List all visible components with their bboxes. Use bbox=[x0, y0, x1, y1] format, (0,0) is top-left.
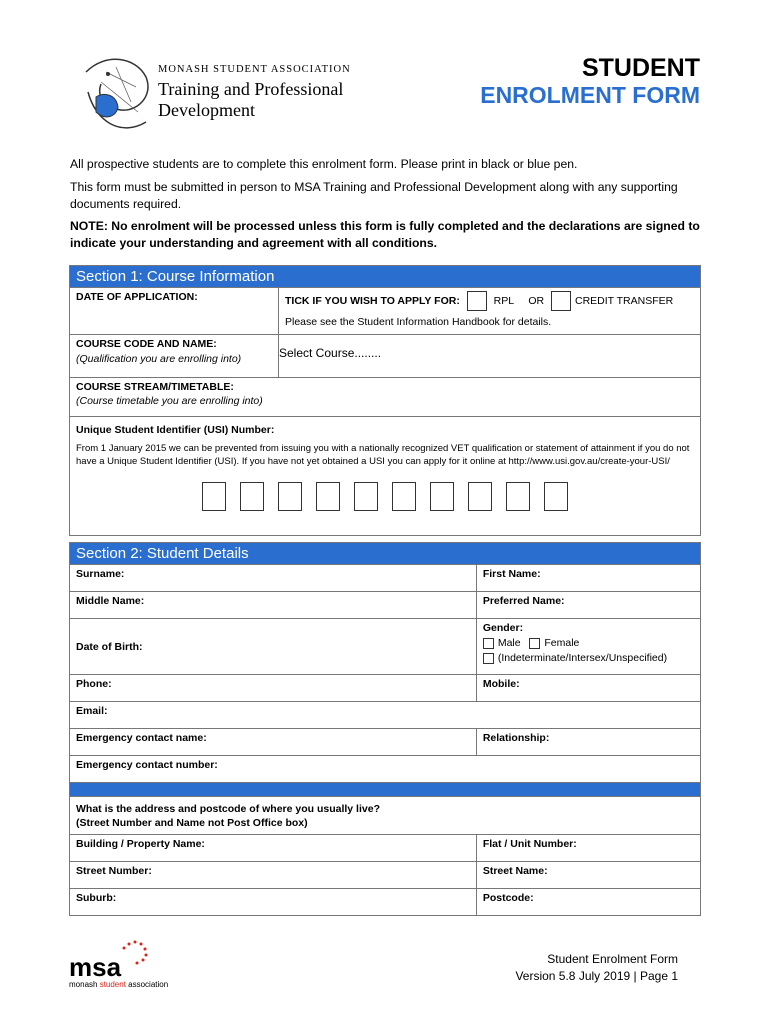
usi-digit-box[interactable] bbox=[354, 482, 378, 511]
indeterminate-label: (Indeterminate/Intersex/Unspecified) bbox=[497, 652, 668, 664]
credit-transfer-checkbox[interactable] bbox=[551, 291, 571, 311]
msa-footer-logo bbox=[69, 946, 168, 989]
usi-digit-box[interactable] bbox=[240, 482, 264, 511]
footer-form-name: Student Enrolment Form bbox=[547, 952, 678, 966]
usi-digit-box[interactable] bbox=[506, 482, 530, 511]
female-checkbox[interactable] bbox=[529, 638, 540, 649]
surname-field[interactable] bbox=[70, 565, 477, 592]
emergency-number-label: Emergency contact number: bbox=[76, 759, 218, 771]
section-2-header: Section 2: Student Details bbox=[70, 543, 701, 565]
footer-version: Version 5.8 July 2019 | Page 1 bbox=[515, 969, 678, 983]
phone-label: Phone: bbox=[76, 678, 112, 690]
first-name-field[interactable] bbox=[476, 565, 700, 592]
section-1-header: Section 1: Course Information bbox=[70, 266, 701, 288]
dob-field[interactable] bbox=[70, 619, 477, 675]
course-select-dropdown[interactable]: Select Course........ bbox=[279, 346, 382, 360]
postcode-field[interactable] bbox=[476, 889, 700, 916]
logo-association: association bbox=[125, 980, 169, 989]
intro-note: NOTE: No enrolment will be processed unless this form is fully completed and the declarations are signed to indicate your understanding and agreement with all conditions. bbox=[70, 219, 700, 250]
mobile-field[interactable] bbox=[476, 675, 700, 702]
or-label: OR bbox=[528, 294, 545, 307]
gender-label: Gender: bbox=[482, 622, 524, 634]
middle-name-field[interactable] bbox=[70, 592, 477, 619]
street-number-field[interactable] bbox=[70, 862, 477, 889]
flat-field[interactable] bbox=[476, 835, 700, 862]
first-name-label: First Name: bbox=[482, 568, 541, 580]
suburb-label: Suburb: bbox=[76, 892, 117, 904]
usi-text: From 1 January 2015 we can be prevented from issuing you with a nationally recognized VET qualification or statement of attainment if you do not have a Unique Student Identifier (USI). If you have not yet obtained a USI you can apply for it online at http://www.usi.gov.au/create-your-USI/ bbox=[76, 443, 690, 467]
course-code-sublabel: (Qualification you are enrolling into) bbox=[76, 353, 242, 365]
form-title-line-2: ENROLMENT FORM bbox=[480, 82, 700, 108]
preferred-name-label: Preferred Name: bbox=[482, 595, 565, 607]
course-stream-cell[interactable] bbox=[70, 378, 701, 417]
tick-label: TICK IF YOU WISH TO APPLY FOR: bbox=[285, 294, 460, 307]
org-line-1: Training and Professional bbox=[158, 79, 344, 99]
handbook-note: Please see the Student Information Handbook for details. bbox=[285, 316, 552, 328]
org-line-2: Development bbox=[158, 100, 255, 120]
relationship-field[interactable] bbox=[476, 729, 700, 756]
preferred-name-field[interactable] bbox=[476, 592, 700, 619]
relationship-label: Relationship: bbox=[482, 732, 550, 744]
form-title-line-1: STUDENT bbox=[581, 54, 700, 82]
phone-field[interactable] bbox=[70, 675, 477, 702]
indeterminate-checkbox[interactable] bbox=[483, 653, 494, 664]
building-label: Building / Property Name: bbox=[76, 838, 205, 850]
date-of-application-label: DATE OF APPLICATION: bbox=[76, 291, 198, 303]
flat-label: Flat / Unit Number: bbox=[482, 838, 577, 850]
date-of-application-cell[interactable] bbox=[70, 288, 279, 335]
section-divider bbox=[70, 783, 701, 797]
male-checkbox[interactable] bbox=[483, 638, 494, 649]
emergency-name-field[interactable] bbox=[70, 729, 477, 756]
msa-bird-logo bbox=[76, 52, 156, 142]
email-field[interactable] bbox=[70, 702, 701, 729]
usi-digit-box[interactable] bbox=[278, 482, 302, 511]
usi-digit-box[interactable] bbox=[316, 482, 340, 511]
usi-digit-box[interactable] bbox=[544, 482, 568, 511]
usi-digit-box[interactable] bbox=[392, 482, 416, 511]
building-field[interactable] bbox=[70, 835, 477, 862]
org-small-name: MONASH STUDENT ASSOCIATION bbox=[158, 64, 351, 75]
mobile-label: Mobile: bbox=[482, 678, 520, 690]
usi-boxes bbox=[76, 482, 694, 514]
rpl-label: RPL bbox=[493, 294, 514, 307]
logo-student: student bbox=[99, 980, 126, 989]
course-code-label: COURSE CODE AND NAME: bbox=[76, 338, 217, 350]
email-label: Email: bbox=[76, 705, 108, 717]
usi-digit-box[interactable] bbox=[202, 482, 226, 511]
footer-text bbox=[515, 951, 678, 985]
dob-label: Date of Birth: bbox=[76, 640, 143, 653]
intro-paragraph-1: All prospective students are to complete this enrolment form. Please print in black or blue pen. bbox=[70, 157, 578, 171]
usi-digit-box[interactable] bbox=[468, 482, 492, 511]
female-label: Female bbox=[544, 637, 580, 649]
credit-transfer-label: CREDIT TRANSFER bbox=[574, 294, 674, 307]
intro-paragraph-2: This form must be submitted in person to MSA Training and Professional Development along with any supporting documents required. bbox=[70, 180, 678, 211]
middle-name-label: Middle Name: bbox=[76, 595, 145, 607]
address-question-note: (Street Number and Name not Post Office box) bbox=[76, 816, 308, 829]
section-1-table bbox=[69, 265, 701, 536]
emergency-name-label: Emergency contact name: bbox=[76, 732, 207, 744]
street-name-label: Street Name: bbox=[482, 865, 548, 877]
org-name bbox=[158, 79, 343, 121]
course-stream-label: COURSE STREAM/TIMETABLE: bbox=[76, 381, 234, 393]
usi-label: Unique Student Identifier (USI) Number: bbox=[76, 424, 275, 436]
usi-digit-box[interactable] bbox=[430, 482, 454, 511]
address-question: What is the address and postcode of where you usually live? bbox=[76, 802, 380, 815]
street-name-field[interactable] bbox=[476, 862, 700, 889]
dots-icon bbox=[109, 938, 169, 968]
rpl-checkbox[interactable] bbox=[467, 291, 487, 311]
male-label: Male bbox=[497, 637, 521, 649]
course-stream-sublabel: (Course timetable you are enrolling into) bbox=[76, 395, 263, 407]
section-2-table bbox=[69, 542, 701, 916]
suburb-field[interactable] bbox=[70, 889, 477, 916]
postcode-label: Postcode: bbox=[482, 892, 534, 904]
emergency-number-field[interactable] bbox=[70, 756, 701, 783]
msa-logo-text: msa bbox=[69, 952, 122, 982]
surname-label: Surname: bbox=[76, 568, 125, 580]
street-number-label: Street Number: bbox=[76, 865, 152, 877]
logo-monash: monash bbox=[69, 980, 100, 989]
